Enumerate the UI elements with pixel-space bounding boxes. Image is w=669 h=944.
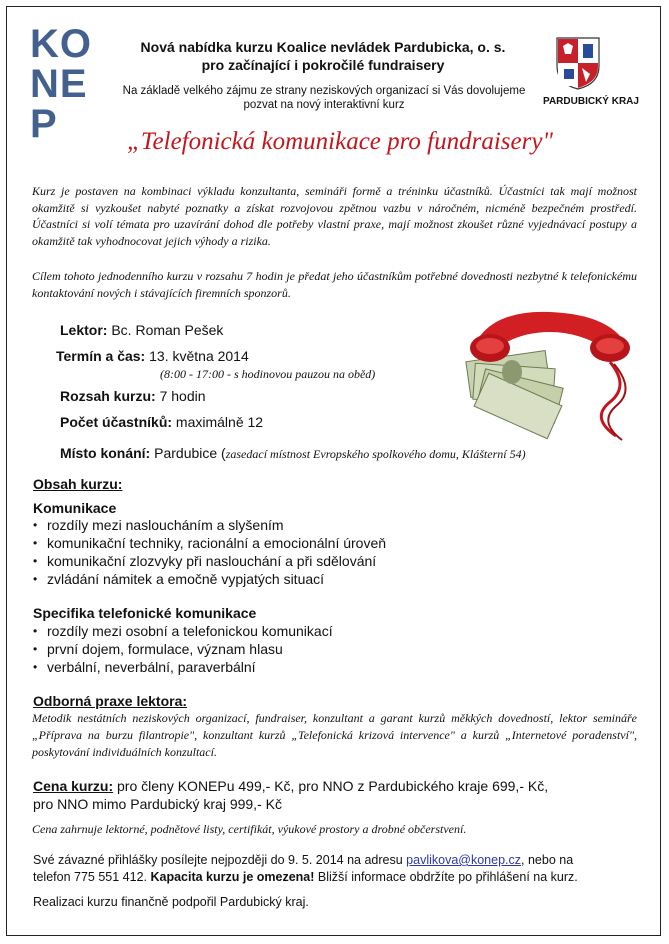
place-line: Místo konání: Pardubice (zasedací místnost Evropského spolkového domu, Klášterní 54) <box>60 445 526 461</box>
course-title: „Telefonická komunikace pro fundraisery" <box>127 128 553 155</box>
list-item: • komunikační zlozvyky při naslouchání a při sdělování <box>33 552 386 570</box>
section-communication-list <box>33 516 386 588</box>
price-note: Cena zahrnuje lektorné, podnětové listy, certifikát, výukové prostory a drobné občerstvení. <box>32 822 467 836</box>
list-item: • rozdíly mezi osobní a telefonickou komunikací <box>33 622 333 640</box>
email-link[interactable]: pavlikova@konep.cz <box>406 853 522 867</box>
list-item: • rozdíly mezi nasloucháním a slyšením <box>33 516 386 534</box>
header-title: Nová nabídka kurzu Koalice nevládek Pardubicka, o. s. pro začínající i pokročilé fundraisery <box>140 39 506 73</box>
funding-note: Realizaci kurzu finančně podpořil Pardubický kraj. <box>33 895 309 909</box>
registration-info: Své závazné přihlášky posílejte nejpozději do 9. 5. 2014 na adresu pavlikova@konep.cz, nebo na telefon 775 551 412. Kapacita kurzu je omezena! Bližší informace obdržíte po přihlášení na kurz. <box>33 853 578 884</box>
price-block: Cena kurzu: pro členy KONEPu 499,- Kč, pro NNO z Pardubického kraje 699,- Kč, pro NNO mimo Pardubický kraj 999,- Kč <box>33 778 549 812</box>
intro-paragraph-1: Kurz je postaven na kombinaci výkladu konzultanta, semináři formě a tréninku účastníků. Účastníci tak mají možnost okamžitě si vyzkoušet nabyté poznatky a získat rozvojovou zpětnou vazbu v náročném, nicméně bezpečném prostředí. Účastníci si volí témata pro uzavírání dohod dle potřeby vlastní praxe, mají možnost zkoušet různé vyjednávací postupy a okamžitě tak vyhodnocovat jejich výhody a rizika. <box>32 184 637 248</box>
banknotes <box>466 351 563 439</box>
section-communication-title: Komunikace <box>33 500 117 516</box>
lector-line: Lektor: Bc. Roman Pešek <box>60 322 224 338</box>
content-heading: Obsah kurzu: <box>33 476 123 492</box>
intro-paragraph-2: Cílem tohoto jednodenního kurzu v rozsahu 7 hodin je předat jeho účastníkům potřebné dovednosti nezbytné k telefonickému kontaktování nových i stávajících firemních sponzorů. <box>32 269 637 300</box>
date-line: Termín a čas: 13. května 2014 <box>56 348 249 364</box>
time-note: (8:00 - 17:00 - s hodinovou pauzou na oběd) <box>160 367 376 381</box>
participants-line: Počet účastníků: maximálně 12 <box>60 414 264 430</box>
list-item: • zvládání námitek a emočně vypjatých situací <box>33 570 386 588</box>
section-phone-list <box>33 622 333 676</box>
red-telephone-money-image <box>460 306 640 446</box>
list-item: • první dojem, formulace, význam hlasu <box>33 640 333 658</box>
konep-logo: KO NE P <box>30 22 92 146</box>
practice-heading: Odborná praxe lektora: <box>33 693 188 709</box>
list-item: • komunikační techniky, racionální a emocionální úroveň <box>33 534 386 552</box>
pardubice-coat-of-arms-icon <box>555 36 601 90</box>
practice-text: Metodik nestátních neziskových organizací, fundraiser, konzultant a garant kurzů měkkých dovedností, lektor semináře „Příprava na burzu filantropie", konzultant kurzů „Telefonická krizová intervence" a kurzů „Internetové poradenství", poskytování individuálních konzultací. <box>32 711 637 759</box>
list-item: • verbální, neverbální, paraverbální <box>33 658 333 676</box>
section-phone-title: Specifika telefonické komunikace <box>33 605 257 621</box>
region-label: PARDUBICKÝ KRAJ <box>543 96 639 107</box>
header-subtitle: Na základě velkého zájmu ze strany neziskových organizací si Vás dovolujeme pozvat na nový interaktivní kurz <box>122 85 526 111</box>
scope-line: Rozsah kurzu: 7 hodin <box>60 388 206 404</box>
